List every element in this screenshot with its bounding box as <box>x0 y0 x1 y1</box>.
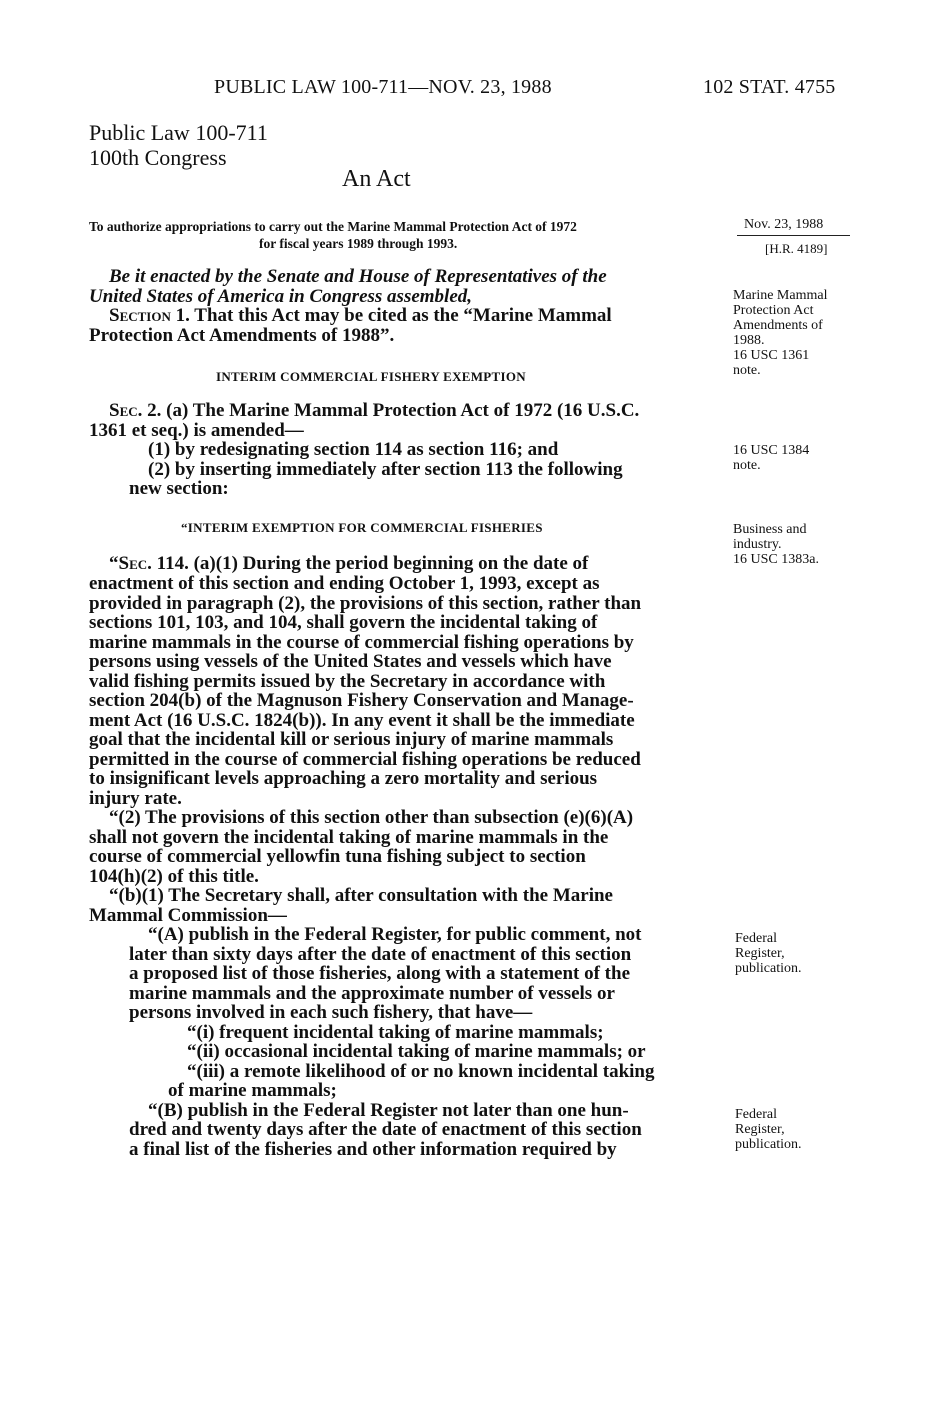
section-114-line: injury rate. <box>89 788 182 809</box>
enacting-clause-line-1: Be it enacted by the Senate and House of Representatives of the <box>109 266 607 287</box>
statute-page-number: 102 STAT. 4755 <box>703 76 836 98</box>
running-header-title: PUBLIC LAW 100-711—NOV. 23, 1988 <box>214 76 552 98</box>
purpose-line-1: To authorize appropriations to carry out the Marine Mammal Protection Act of 1972 <box>89 219 577 234</box>
section-114-line: persons using vessels of the United States and vessels which have <box>89 651 612 672</box>
section-114-line: marine mammals and the approximate number of vessels or <box>129 983 615 1004</box>
section-114-line: 104(h)(2) of this title. <box>89 866 259 887</box>
section-2-line-5: new section: <box>129 478 229 499</box>
section-114-line: “(ii) occasional incidental taking of marine mammals; or <box>187 1041 646 1062</box>
section-114-line: enactment of this section and ending October 1, 1993, except as <box>89 573 600 594</box>
section-heading-interim-exemption: INTERIM COMMERCIAL FISHERY EXEMPTION <box>216 369 526 384</box>
public-law-number: Public Law 100-711 <box>89 120 268 145</box>
margin-date: Nov. 23, 1988 <box>744 217 824 232</box>
congress-number: 100th Congress <box>89 145 227 170</box>
section-114-line: “(i) frequent incidental taking of marine mammals; <box>187 1022 604 1043</box>
section-114-line: a proposed list of those fisheries, along with a statement of the <box>129 963 631 984</box>
section-114-line: a final list of the fisheries and other information required by <box>129 1139 617 1160</box>
section-2-line-4: (2) by inserting immediately after section 113 the following <box>148 459 623 480</box>
section-114-line: “(iii) a remote likelihood of or no known incidental taking <box>187 1061 655 1082</box>
section-114-line: sections 101, 103, and 104, shall govern the incidental taking of <box>89 612 598 633</box>
enacting-clause-line-2: United States of America in Congress assembled, <box>89 286 473 307</box>
section-2-line-2: 1361 et seq.) is amended— <box>89 420 304 441</box>
margin-note-short-title: Marine Mammal Protection Act Amendments of 1988. 16 USC 1361 note. <box>733 288 828 378</box>
purpose-line-2: for fiscal years 1989 through 1993. <box>259 236 458 251</box>
section-114-line: “(A) publish in the Federal Register, for public comment, not <box>148 924 642 945</box>
section-heading-commercial-fisheries: “INTERIM EXEMPTION FOR COMMERCIAL FISHERIES <box>181 520 543 535</box>
section-114-line: dred and twenty days after the date of enactment of this section <box>129 1119 642 1140</box>
section-114-line: “(b)(1) The Secretary shall, after consultation with the Marine <box>109 885 613 906</box>
section-114-line: provided in paragraph (2), the provisions of this section, rather than <box>89 593 642 614</box>
margin-note-federal-register-1: Federal Register, publication. <box>735 931 802 976</box>
section-1-label: Section <box>109 305 171 326</box>
section-1-line-1: Section 1. That this Act may be cited as the “Marine Mammal <box>109 305 612 326</box>
margin-note-usc-1384: 16 USC 1384 note. <box>733 443 810 473</box>
section-114-line: goal that the incidental kill or serious injury of marine mammals <box>89 729 614 750</box>
section-114-line: of marine mammals; <box>168 1080 337 1101</box>
margin-divider <box>737 235 850 236</box>
margin-note-business: Business and industry. 16 USC 1383a. <box>733 522 819 567</box>
section-114-line: marine mammals in the course of commercial fishing operations by <box>89 632 634 653</box>
section-2-label: Sec <box>109 400 138 421</box>
section-114-line-1: “Sec. 114. (a)(1) During the period beginning on the date of <box>109 553 589 574</box>
section-114-line: later than sixty days after the date of enactment of this section <box>129 944 632 965</box>
section-114-line: course of commercial yellowfin tuna fishing subject to section <box>89 846 586 867</box>
section-114-line: persons involved in each such fishery, that have— <box>129 1002 533 1023</box>
act-title: An Act <box>342 166 411 192</box>
section-114-line: section 204(b) of the Magnuson Fishery Conservation and Manage- <box>89 690 634 711</box>
section-114-line: to insignificant levels approaching a zero mortality and serious <box>89 768 598 789</box>
section-114-line: “(2) The provisions of this section other than subsection (e)(6)(A) <box>109 807 634 828</box>
section-114-line: “(B) publish in the Federal Register not later than one hun- <box>148 1100 629 1121</box>
section-114-line: Mammal Commission— <box>89 905 287 926</box>
section-1-line-2: Protection Act Amendments of 1988”. <box>89 325 395 346</box>
margin-note-federal-register-2: Federal Register, publication. <box>735 1107 802 1152</box>
section-114-label: Sec <box>118 553 148 574</box>
margin-bill-number: [H.R. 4189] <box>765 241 828 256</box>
section-2-line-3: (1) by redesignating section 114 as section 116; and <box>148 439 559 460</box>
section-114-line: ment Act (16 U.S.C. 1824(b)). In any event it shall be the immediate <box>89 710 635 731</box>
section-114-line: permitted in the course of commercial fishing operations be reduced <box>89 749 641 770</box>
section-114-line: shall not govern the incidental taking of marine mammals in the <box>89 827 609 848</box>
section-114-line: valid fishing permits issued by the Secretary in accordance with <box>89 671 606 692</box>
section-2-line-1: Sec. 2. (a) The Marine Mammal Protection Act of 1972 (16 U.S.C. <box>109 400 640 421</box>
